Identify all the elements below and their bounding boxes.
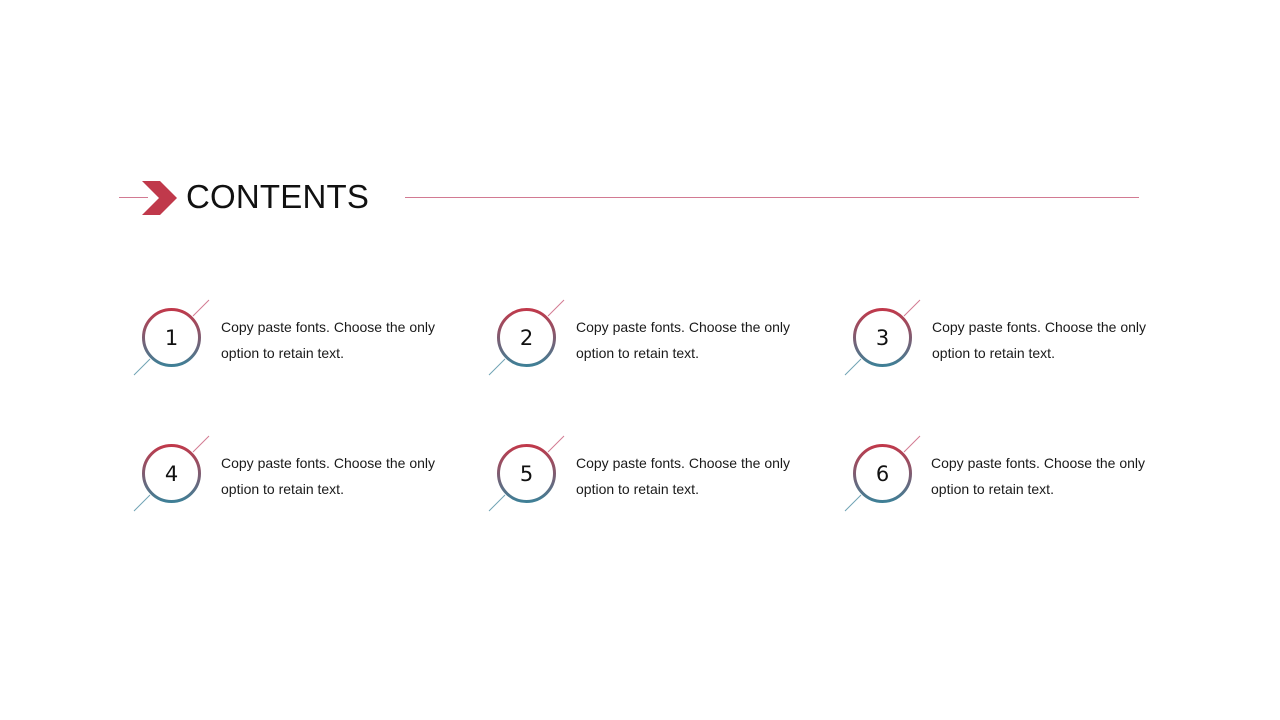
item-description [576, 450, 801, 502]
item-text-line: Copy paste fonts. Choose the only [221, 319, 436, 335]
item-number: 4 [164, 461, 179, 486]
item-description [221, 450, 446, 502]
item-text-line: Copy paste fonts. Choose the only [932, 319, 1147, 335]
item-number: 5 [519, 461, 534, 486]
item-text-line: Copy paste fonts. Choose the only [576, 455, 791, 471]
item-text-line: option to retain text. [576, 481, 699, 497]
item-description [221, 314, 446, 366]
item-description [932, 314, 1157, 366]
item-number: 2 [519, 325, 534, 350]
item-text-line: Copy paste fonts. Choose the only [221, 455, 436, 471]
item-text-line: Copy paste fonts. Choose the only [576, 319, 791, 335]
item-text-line: option to retain text. [221, 345, 344, 361]
item-text-line: option to retain text. [932, 345, 1055, 361]
item-number: 6 [875, 461, 890, 486]
item-number: 1 [164, 325, 179, 350]
item-description [931, 450, 1156, 502]
item-text-line: option to retain text. [221, 481, 344, 497]
item-number: 3 [875, 325, 890, 350]
item-text-line: Copy paste fonts. Choose the only [931, 455, 1146, 471]
item-description [576, 314, 801, 366]
page-title: CONTENTS [186, 178, 370, 215]
item-text-line: option to retain text. [931, 481, 1054, 497]
item-text-line: option to retain text. [576, 345, 699, 361]
